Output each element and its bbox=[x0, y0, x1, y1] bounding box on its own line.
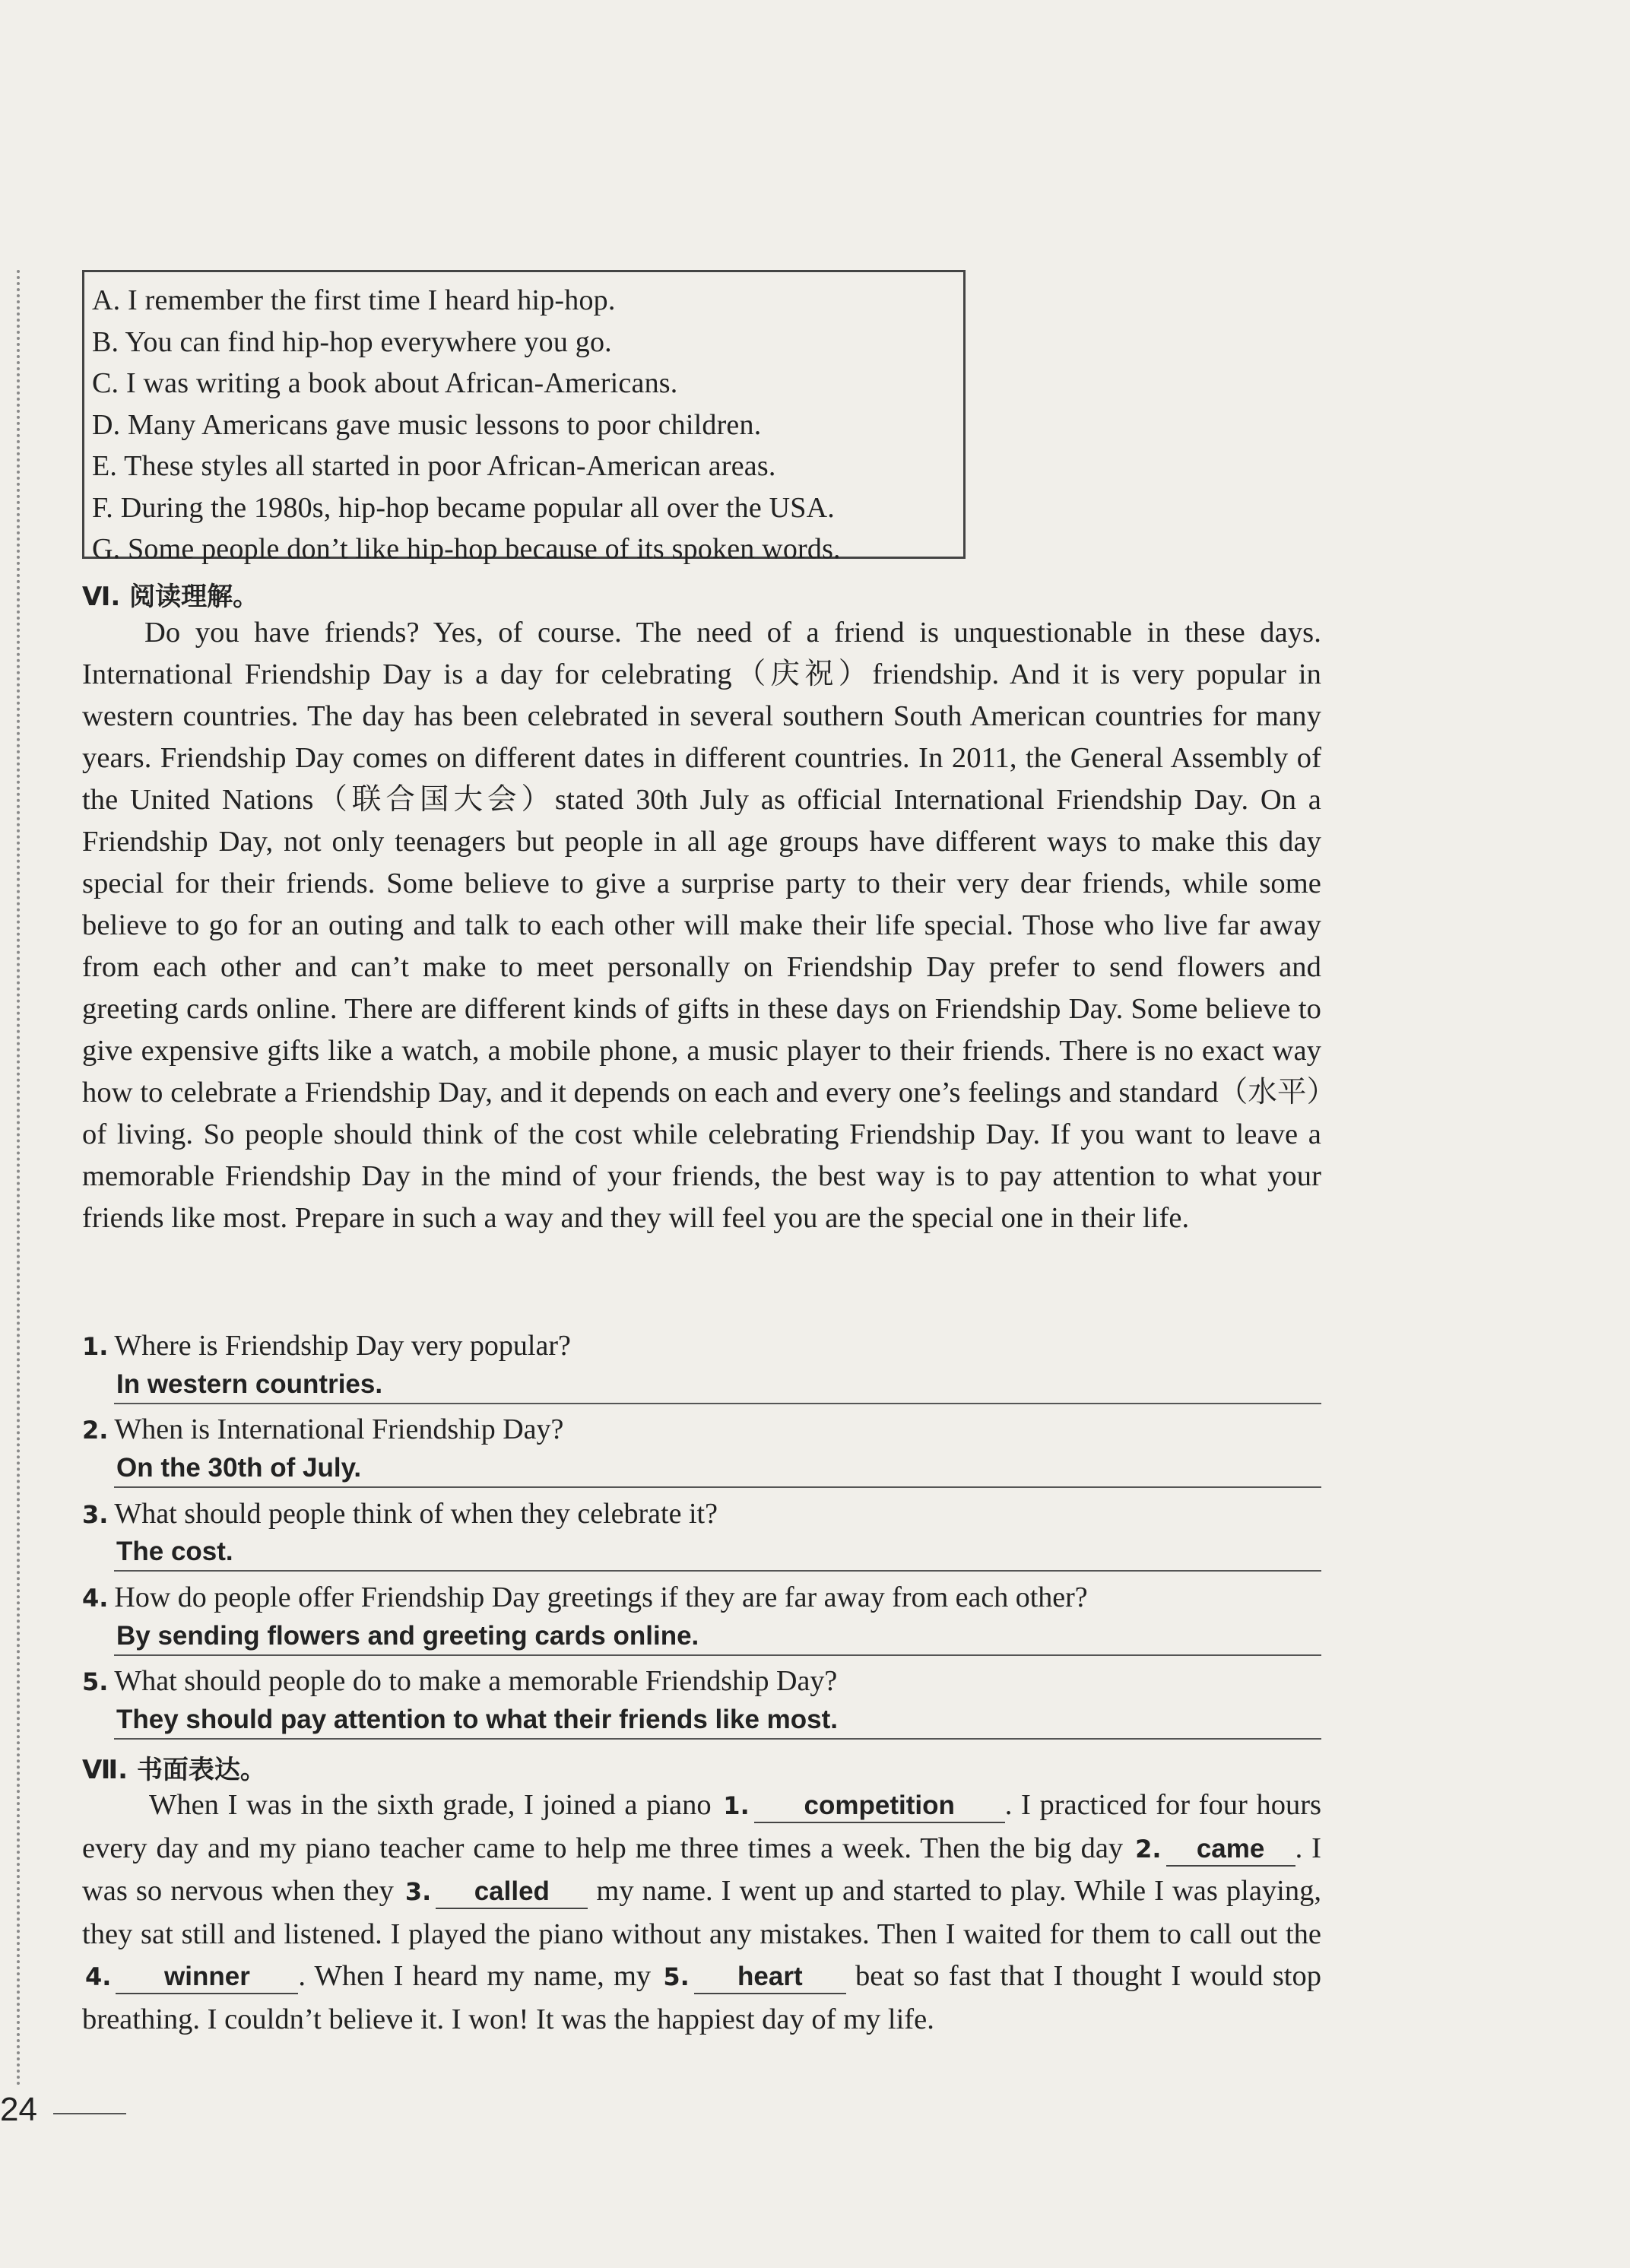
question-1 bbox=[82, 1329, 571, 1362]
question-number: 1. bbox=[82, 1332, 109, 1361]
answer-1: In western countries. bbox=[114, 1366, 1321, 1404]
question-2 bbox=[82, 1413, 563, 1446]
writing-text: . I practiced for four hours every day and my piano teacher came to help me three times a week. Then the big day bbox=[82, 1789, 1322, 1864]
blank-2: came bbox=[1166, 1833, 1295, 1867]
option-b: B. You can find hip-hop everywhere you go. bbox=[92, 325, 612, 358]
blank-number: 2. bbox=[1135, 1834, 1162, 1864]
blank-5: heart bbox=[694, 1961, 846, 1994]
answer-4: By sending flowers and greeting cards online. bbox=[114, 1618, 1321, 1656]
blank-3: called bbox=[436, 1876, 588, 1909]
question-number: 5. bbox=[82, 1667, 109, 1696]
writing-section-title: Ⅶ. 书面表达。 bbox=[82, 1755, 266, 1785]
writing-text: . I was so nervous when they bbox=[82, 1832, 1322, 1907]
answer-3: The cost. bbox=[114, 1534, 1321, 1572]
options-box bbox=[82, 270, 966, 565]
question-3 bbox=[82, 1497, 718, 1531]
page-number-rule bbox=[53, 2113, 126, 2114]
answer-5: They should pay attention to what their friends like most. bbox=[114, 1702, 1321, 1740]
writing-text: When I was in the sixth grade, I joined a piano bbox=[149, 1789, 712, 1821]
page-number: 24 bbox=[0, 2091, 37, 2128]
binding-dotted-line bbox=[17, 270, 20, 2087]
blank-number: 3. bbox=[404, 1877, 432, 1906]
question-5 bbox=[82, 1664, 837, 1698]
question-number: 2. bbox=[82, 1416, 109, 1445]
question-text: How do people offer Friendship Day greetings if they are far away from each other? bbox=[114, 1581, 1088, 1613]
question-text: When is International Friendship Day? bbox=[114, 1413, 564, 1445]
answer-2: On the 30th of July. bbox=[114, 1450, 1321, 1488]
writing-text: . When I heard my name, my bbox=[298, 1960, 652, 1992]
option-a: A. I remember the first time I heard hip-hop. bbox=[92, 284, 616, 316]
option-d: D. Many Americans gave music lessons to poor children. bbox=[92, 408, 762, 441]
writing-passage bbox=[82, 1784, 1321, 2041]
writing-text: my name. I went up and started to play. While I was playing, they sat still and listened. I played the piano without any mistakes. Then I waited for them to call out the bbox=[82, 1875, 1321, 1950]
question-text: What should people think of when they celebrate it? bbox=[114, 1498, 718, 1530]
blank-4: winner bbox=[116, 1961, 298, 1994]
question-text: Where is Friendship Day very popular? bbox=[114, 1330, 571, 1362]
option-g: G. Some people don’t like hip-hop because of its spoken words. bbox=[92, 533, 841, 565]
question-text: What should people do to make a memorable Friendship Day? bbox=[114, 1665, 838, 1697]
blank-number: 4. bbox=[85, 1962, 112, 1991]
option-c: C. I was writing a book about African-Americans. bbox=[92, 367, 678, 399]
option-f: F. During the 1980s, hip-hop became popular all over the USA. bbox=[92, 491, 835, 524]
question-number: 4. bbox=[82, 1584, 109, 1613]
blank-number: 5. bbox=[663, 1962, 690, 1991]
question-number: 3. bbox=[82, 1500, 109, 1529]
blank-1: competition bbox=[754, 1790, 1005, 1823]
blank-number: 1. bbox=[723, 1791, 750, 1820]
reading-passage: Do you have friends? Yes, of course. The need of a friend is unquestionable in these days. International Friendship Day is a day for celebrating（庆祝）friendship. And it is very popular in western countries. The day has been celebrated in several southern South American countries for many years. Friendship Day comes on different dates in different countries. In 2011, the General Assembly of the United Nations（联合国大会）stated 30th July as official International Friendship Day. On a Friendship Day, not only teenagers but people in all age groups have different ways to make this day special for their friends. Some believe to give a surprise party to their very dear friends, while some believe to go for an outing and talk to each other will make their life special. Those who live far away from each other and can’t make to meet personally on Friendship Day prefer to send flowers and greeting cards online. There are different kinds of gifts in these days on Friendship Day. Some believe to give expensive gifts like a watch, a mobile phone, a music player to their friends. There is no exact way how to celebrate a Friendship Day, and it depends on each and every one’s feelings and standard（水平）of living. So people should think of the cost while celebrating Friendship Day. If you want to leave a memorable Friendship Day in the mind of your friends, the best way is to pay attention to what your friends like most. Prepare in such a way and they will feel you are the special one in their life. bbox=[82, 617, 1321, 1234]
question-4 bbox=[82, 1581, 1088, 1614]
writing-text: beat so fast that I thought I would stop breathing. I couldn’t believe it. I won! It was the happiest day of my life. bbox=[82, 1960, 1321, 2035]
option-e: E. These styles all started in poor African-American areas. bbox=[92, 450, 776, 482]
reading-section-title: Ⅵ. 阅读理解。 bbox=[82, 582, 259, 612]
